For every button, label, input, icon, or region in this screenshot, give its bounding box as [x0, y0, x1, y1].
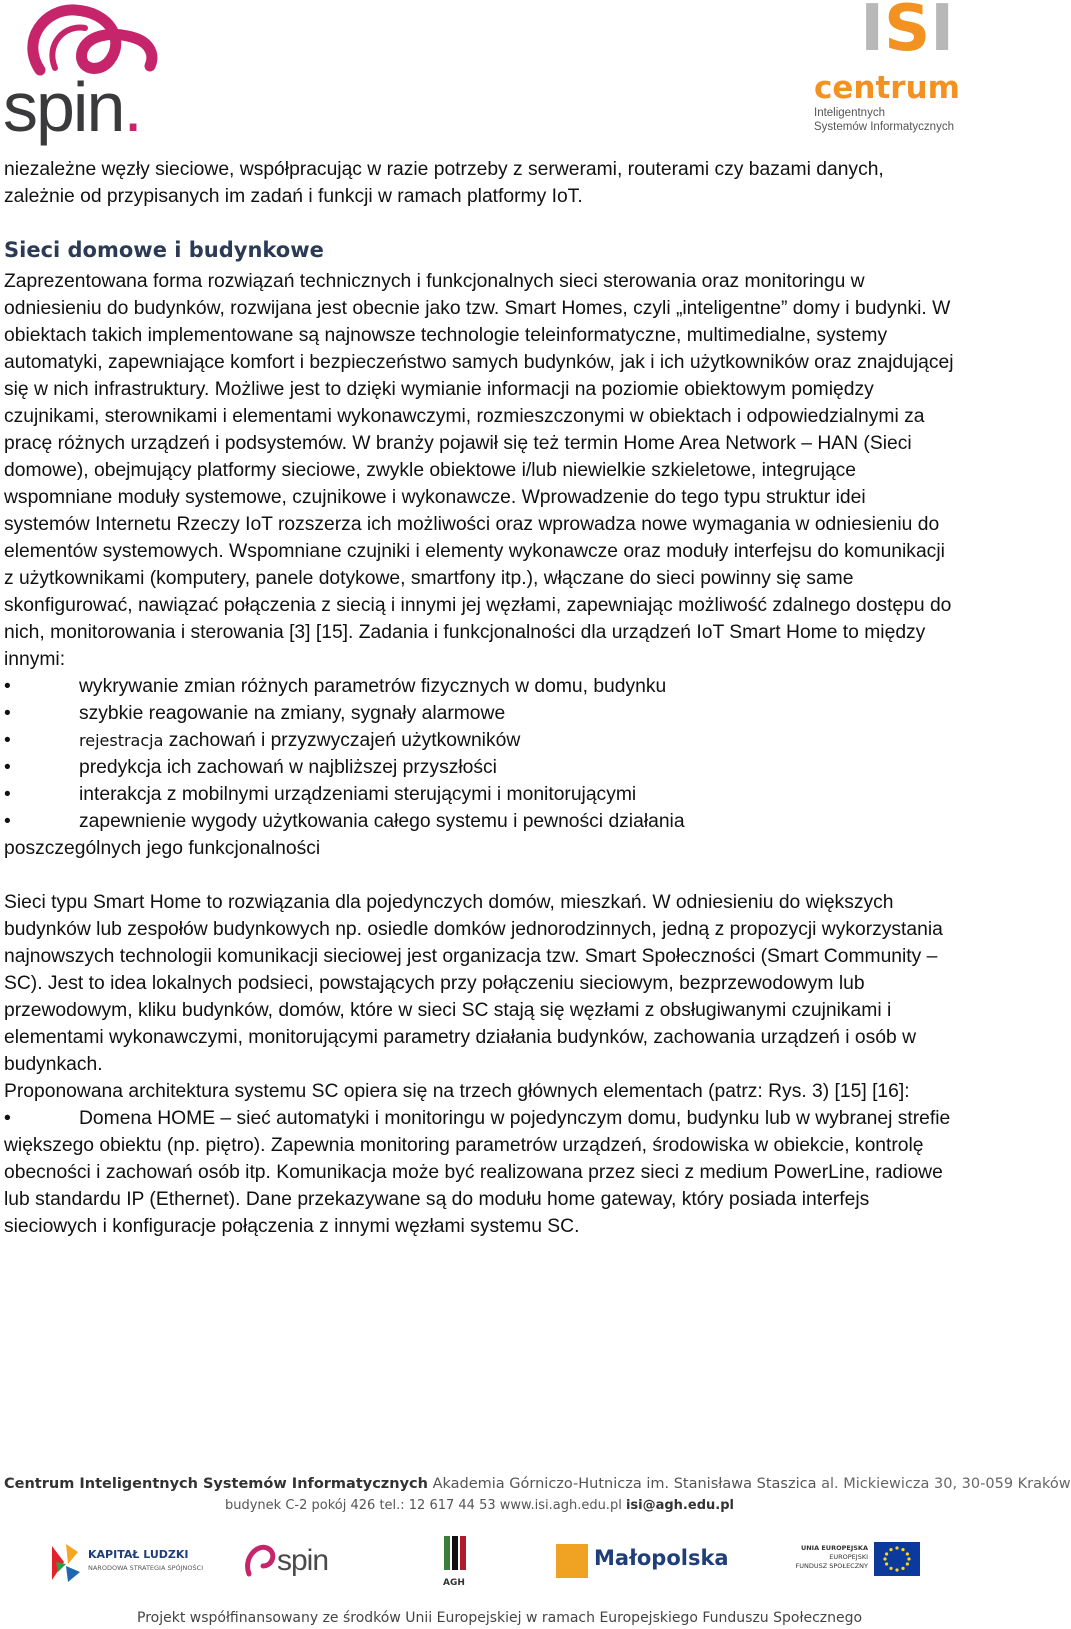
eu-flag-icon: [874, 1542, 920, 1576]
footer-funding-note: Projekt współfinansowany ze środków Unii Europejskiej w ramach Europejskiego Funduszu Społecznego: [137, 1610, 863, 1626]
paragraph-smart-community: Sieci typu Smart Home to rozwiązania dla pojedynczych domów, mieszkań. W odniesieniu do większych budynków lub zespołów budynkowych np. osiedle domków jednorodzinnych, jedną z propozycji wykorzystania najnowszych technologii komunikacji sieciowej jest organizacja tzw. Smart Społeczności (Smart Community – SC). Jest to idea lokalnych podsieci, powstających przy połączeniu sieciowym, bezprzewodowym lub przewodowym, kliku budynków, domów, które w sieci SC stają się węzłami z obsługiwanymi czujnikami i elementami wykonawczymi, monitorującymi parametry działania budynków, zachowania urządzeń i osób w budynkach.: [4, 892, 943, 1075]
spin-footer-word: spin: [277, 1544, 329, 1577]
footer-room: budynek C-2 pokój 426: [225, 1498, 376, 1513]
footer: [0, 1468, 1071, 1629]
centrum-subtitle-line1: Inteligentnych: [814, 107, 885, 119]
footer-email[interactable]: isi@agh.edu.pl: [625, 1498, 734, 1513]
kapital-ludzki-emblem-icon: [48, 1542, 82, 1584]
list-item-rest: zachowań i przyzwyczajeń użytkowników: [163, 730, 521, 751]
list-item: • interakcja z mobilnymi urządzeniami sterującymi i monitorującymi: [4, 781, 956, 808]
centrum-word: centrum: [814, 70, 960, 106]
eu-logo: [790, 1540, 920, 1588]
list-item: • zapewnienie wygody użytkowania całego systemu i pewności działania: [4, 808, 956, 835]
paragraph-architecture: Proponowana architektura systemu SC opiera się na trzech głównych elementach (patrz: Rys. 3) [15] [16]:: [4, 1081, 910, 1102]
centrum-subtitle-line2: Systemów Informatycznych: [814, 121, 954, 133]
list-item-first-word: rejestracja: [79, 731, 164, 750]
agh-emblem-icon: [440, 1532, 470, 1576]
footer-university: Akademia Górniczo-Hutnicza im. Stanisława Staszica: [432, 1476, 817, 1492]
sponsor-logos: [0, 1528, 960, 1598]
eu-text: UNIA EUROPEJSKA EUROPEJSKI FUNDUSZ SPOŁECZNY: [795, 1544, 868, 1570]
isi-centrum-logo: [804, 0, 960, 142]
isi-logo-letters: ISI: [860, 0, 954, 66]
footer-website[interactable]: www.isi.agh.edu.pl: [499, 1498, 622, 1513]
list-item: • szybkie reagowanie na zmiany, sygnały alarmowe: [4, 700, 956, 727]
intro-paragraph: niezależne węzły sieciowe, współpracując w razie potrzeby z serwerami, routerami czy bazami danych, zależnie od przypisanych im zadań i funkcji w ramach platformy IoT.: [4, 159, 884, 207]
section-title: Sieci domowe i budynkowe: [4, 238, 324, 262]
malopolska-word: Małopolska: [594, 1546, 729, 1570]
footer-address: al. Mickiewicza 30, 30-059 Kraków: [821, 1476, 1071, 1492]
malopolska-emblem-icon: [556, 1544, 588, 1578]
kapital-ludzki-title: KAPITAŁ LUDZKI: [88, 1548, 189, 1561]
list-tail: poszczególnych jego funkcjonalności: [4, 838, 321, 859]
paragraph-smart-homes: Zaprezentowana forma rozwiązań technicznych i funkcjonalnych sieci sterowania oraz monitoringu w odniesieniu do budynków, rozwijana jest obecnie jako tzw. Smart Homes, czyli „inteligentne” domy i budynki. W obiektach takich implementowane są najnowsze technologie teleinformatyczne, multimedialne, systemy automatyki, zapewniające komfort i bezpieczeństwo samych budynków, jak i ich użytkowników oraz znajdującej się w nich infrastruktury. Możliwe jest to dzięki wymianie informacji na poziomie obiektowym pomiędzy czujnikami, sterownikami i elementami wykonawczymi, rozmieszczonymi w obiektach i odpowiedzialnymi za pracę różnych urządzeń i podsystemów. W branży pojawił się też termin Home Area Network – HAN (Sieci domowe), obejmujący platformy sieciowe, zwykle obiektowe i/lub niewielkie szkieletowe, integrujące wspomniane moduły systemowe, czujnikowe i wykonawcze. Wprowadzenie do tego typu struktur idei systemów Internetu Rzeczy IoT rozszerza ich możliwości oraz wprowadza nowe wymagania w odniesieniu do elementów systemowych. Wspomniane czujniki i elementy wykonawcze oraz moduły interfejsu do komunikacji z użytkownikami (komputery, panele dotykowe, smartfony itp.), włączane do sieci powinny się same skonfigurować, nawiązać połączenia z siecią i innymi jej węzłami, zapewniając możliwość zdalnego dostępu do nich, monitorowania i sterowania [3] [15]. Zadania i funkcjonalności dla urządzeń IoT Smart Home to między innymi:: [4, 271, 954, 670]
spin-footer-logo: [243, 1540, 353, 1586]
malopolska-logo: [556, 1542, 729, 1584]
list-item: • wykrywanie zmian różnych parametrów fizycznych w domu, budynku: [4, 673, 956, 700]
footer-address-line: [4, 1476, 1071, 1492]
footer-phone: tel.: 12 617 44 53: [379, 1498, 496, 1513]
agh-logo: [440, 1532, 470, 1592]
list-item: • predykcja ich zachowań w najbliższej przyszłości: [4, 754, 956, 781]
domain-home-text: Domena HOME – sieć automatyki i monitoringu w pojedynczym domu, budynku lub w wybranej strefie większego obiektu (np. piętro). Zapewnia monitoring parametrów urządzeń, środowiska w obiekcie, kontrolę obecności i zachowań osób itp. Komunikacja może być realizowana przez sieci z medium PowerLine, radiowe lub standardu IP (Ethernet). Dane przekazywane są do modułu home gateway, który posiada interfejs sieciowych i konfiguracje połączenia z innymi węzłami systemu SC.: [4, 1108, 951, 1237]
main-content: [4, 156, 956, 1240]
agh-text: AGH: [443, 1578, 465, 1588]
spin-swirl-small-icon: [243, 1540, 277, 1580]
spin-logo: [0, 0, 165, 155]
footer-contact-line: [225, 1498, 734, 1513]
functions-list: [4, 673, 956, 835]
spin-logo-word: spin.: [3, 68, 141, 146]
list-item: [4, 727, 956, 754]
kapital-ludzki-logo: [48, 1542, 204, 1586]
domain-home-item: • • Domena HOME – sieć automatyki i monitoringu w pojedynczym domu, budynku lub w wybranej strefie większego obiektu (np. piętro). Zapewnia monitoring parametrów urządzeń, środowiska w obiekcie, kontrolę obecności i zachowań osób itp. Komunikacja może być realizowana przez sieci z medium PowerLine, radiowe lub standardu IP (Ethernet). Dane przekazywane są do modułu home gateway, który posiada interfejs sieciowych i konfiguracje połączenia z innymi węzłami systemu SC.: [4, 1105, 956, 1240]
footer-org-name: Centrum Inteligentnych Systemów Informatycznych: [4, 1476, 428, 1492]
kapital-ludzki-subtitle: NARODOWA STRATEGIA SPÓJNOŚCI: [88, 1564, 204, 1572]
